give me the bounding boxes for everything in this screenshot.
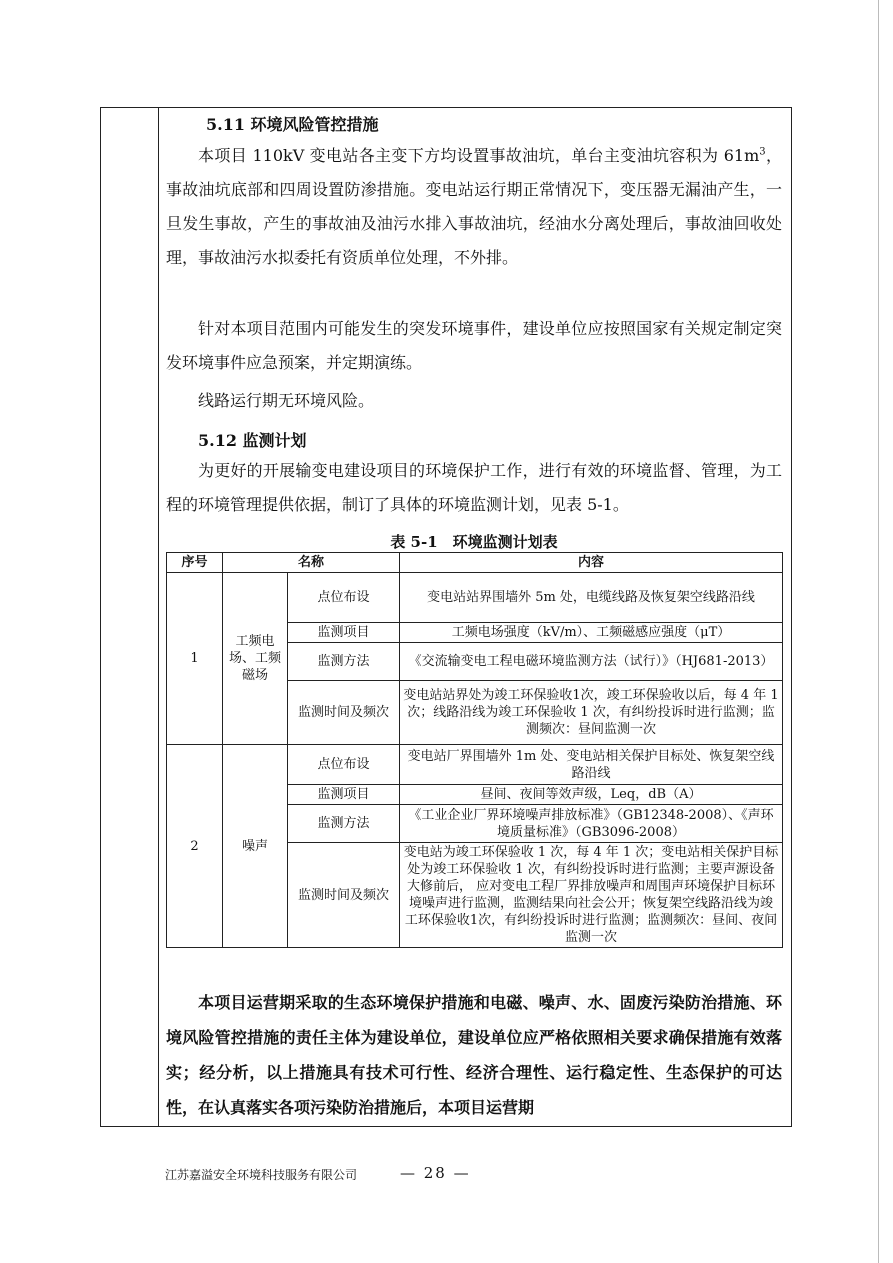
para1-superscript: 3	[759, 146, 766, 158]
row-item: 点位布设	[288, 573, 400, 623]
row-content: 变电站厂界围墙外 1m 处、变电站相关保护目标处、恢复架空线路沿线	[400, 745, 783, 785]
frame-left-column-divider	[158, 108, 159, 1126]
page-number: — 28 —	[400, 1164, 471, 1182]
para1-text-b: ，事故油坑底部和四周设置防渗措施。变电站运行期正常情况下，变压器无漏油产生，一旦发生事故，产生的事故油及油污水排入事故油坑，经油水分离处理后，事故油回收处理，事故油污水拟委托有资质单位处理，不外排。	[166, 146, 782, 267]
para1-text-a: 本项目 110kV 变电站各主变下方均设置事故油坑，单台主变油坑容积为 61m	[198, 146, 760, 165]
group-1-name: 工频电场、工频磁场	[223, 573, 288, 745]
table-header-row	[167, 553, 783, 573]
page-edge-line	[878, 0, 879, 1263]
table-caption: 表 5-1 环境监测计划表	[390, 533, 558, 551]
group-2-no: 2	[167, 745, 223, 948]
section-5-12-para-1: 为更好的开展输变电建设项目的环境保护工作，进行有效的环境监督、管理，为工程的环境管理提供依据，制订了具体的环境监测计划，见表 5-1。	[166, 461, 782, 514]
row-item: 监测项目	[288, 785, 400, 805]
section-5-11-para-3: 线路运行期无环境风险。	[198, 391, 375, 410]
row-item: 监测方法	[288, 643, 400, 681]
header-no: 序号	[167, 553, 223, 573]
monitoring-plan-table	[166, 552, 783, 948]
row-item: 点位布设	[288, 745, 400, 785]
conclusion-paragraph: 本项目运营期采取的生态环境保护措施和电磁、噪声、水、固废污染防治措施、环境风险管控措施的责任主体为建设单位，建设单位应严格依照相关要求确保措施有效落实；经分析，以上措施具有技术可行性、经济合理性、运行稳定性、生态保护的可达性，在认真落实各项污染防治措施后，本项目运营期	[166, 993, 782, 1117]
group-1-no: 1	[167, 573, 223, 745]
row-item: 监测项目	[288, 623, 400, 643]
row-content: 变电站站界围墙外 5m 处，电缆线路及恢复架空线路沿线	[400, 573, 783, 623]
row-content: 《工业企业厂界环境噪声排放标准》（GB12348-2008）、《声环境质量标准》（GB3096-2008）	[400, 805, 783, 843]
section-5-11-para-2: 针对本项目范围内可能发生的突发环境事件，建设单位应按照国家有关规定制定突发环境事件应急预案，并定期演练。	[166, 319, 782, 372]
row-content: 昼间、夜间等效声级，Leq，dB（A）	[400, 785, 783, 805]
table-row	[167, 573, 783, 623]
row-item: 监测时间及频次	[288, 843, 400, 948]
section-5-12-heading: 5.12 监测计划	[198, 431, 307, 450]
header-content: 内容	[400, 553, 783, 573]
row-content: 变电站为竣工环保验收 1 次，每 4 年 1 次；变电站相关保护目标处为竣工环保验收 1 次，有纠纷投诉时进行监测；主要声源设备大修前后， 应对变电工程厂界排放噪声和周围声环境保护目标环境噪声进行监测，监测结果向社会公开；恢复架空线路沿线为竣工环保验收1次，有纠纷投诉时进行监测；监测频次：昼间、夜间监测一次	[400, 843, 783, 948]
row-content: 变电站站界处为竣工环保验收1次，竣工环保验收以后，每 4 年 1 次；线路沿线为竣工环保验收 1 次，有纠纷投诉时进行监测；监测频次：昼间监测一次	[400, 681, 783, 745]
row-item: 监测方法	[288, 805, 400, 843]
row-content: 《交流输变电工程电磁环境监测方法（试行）》（HJ681-2013）	[400, 643, 783, 681]
group-2-name: 噪声	[223, 745, 288, 948]
row-item: 监测时间及频次	[288, 681, 400, 745]
table-row	[167, 745, 783, 785]
header-name: 名称	[223, 553, 400, 573]
row-content: 工频电场强度（kV/m）、工频磁感应强度（μT）	[400, 623, 783, 643]
section-5-11-para-1	[166, 139, 782, 275]
section-5-11-heading: 5.11 环境风险管控措施	[206, 115, 379, 134]
footer-company: 江苏嘉溢安全环境科技服务有限公司	[165, 1168, 358, 1182]
